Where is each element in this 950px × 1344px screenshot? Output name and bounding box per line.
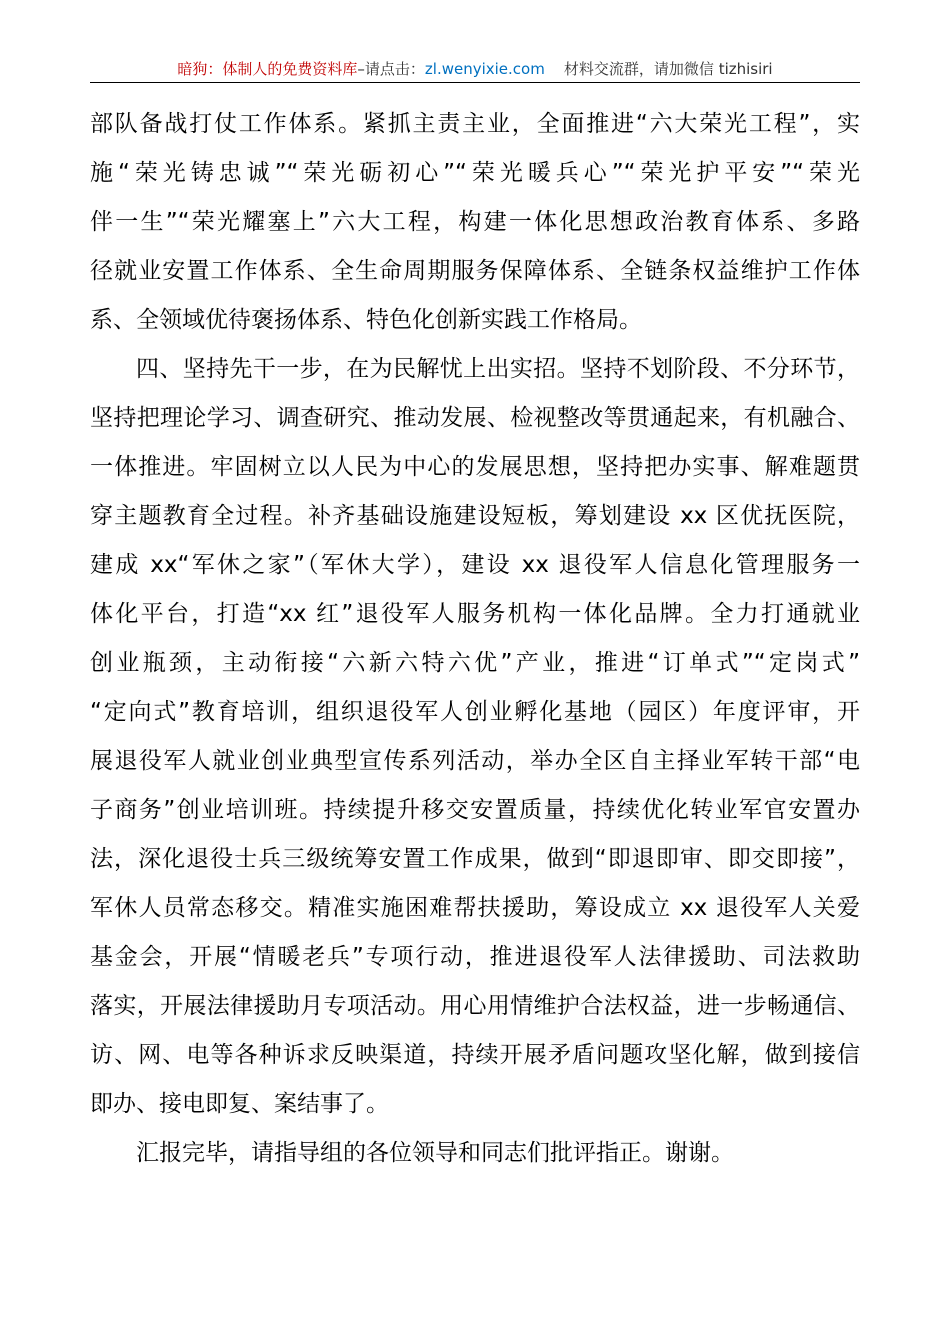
body-line: 子商务”创业培训班。持续提升移交安置质量，持续优化转业军官安置办: [90, 797, 860, 823]
page-header: [90, 58, 860, 84]
header-contact: 材料交流群，请加微信 tizhisiri: [563, 60, 773, 78]
body-line: 基金会，开展“情暖老兵”专项行动，推进退役军人法律援助、司法救助: [90, 944, 860, 970]
header-divider: [90, 82, 860, 83]
body-line: 建成 xx“军休之家”（军休大学），建设 xx 退役军人信息化管理服务一: [90, 552, 860, 578]
body-line: 施“荣光铸忠诚”“荣光砺初心”“荣光暖兵心”“荣光护平安”“荣光: [90, 160, 860, 186]
body-line: 坚持把理论学习、调查研究、推动发展、检视整改等贯通起来，有机融合、: [90, 405, 860, 431]
body-line: 系、全领域优待褒扬体系、特色化创新实践工作格局。: [90, 307, 642, 333]
body-line: 穿主题教育全过程。补齐基础设施建设短板，筹划建设 xx 区优抚医院，: [90, 503, 860, 529]
body-line: 军休人员常态移交。精准实施困难帮扶援助，筹设成立 xx 退役军人关爱: [90, 895, 860, 921]
body-line: 落实，开展法律援助月专项活动。用心用情维护合法权益，进一步畅通信、: [90, 993, 860, 1019]
body-line: 径就业安置工作体系、全生命周期服务保障体系、全链条权益维护工作体: [90, 258, 860, 284]
body-line: 四、坚持先干一步，在为民解忧上出实招。坚持不划阶段、不分环节，: [136, 356, 860, 382]
closing-line: 汇报完毕，请指导组的各位领导和同志们批评指正。谢谢。: [136, 1140, 734, 1166]
body-line: 访、网、电等各种诉求反映渠道，持续开展矛盾问题攻坚化解，做到接信: [90, 1042, 860, 1068]
body-line: 一体推进。牢固树立以人民为中心的发展思想，坚持把办实事、解难题贯: [90, 454, 860, 480]
body-line: 展退役军人就业创业典型宣传系列活动，举办全区自主择业军转干部“电: [90, 748, 860, 774]
body-line: 即办、接电即复、案结事了。: [90, 1091, 389, 1117]
body-line: “定向式”教育培训，组织退役军人创业孵化基地（园区）年度评审，开: [90, 699, 860, 725]
header-brand: 暗狗：体制人的免费资料库: [177, 60, 358, 78]
document-body: [90, 100, 860, 1178]
body-line: 创业瓶颈，主动衔接“六新六特六优”产业，推进“订单式”“定岗式”: [90, 650, 860, 676]
header-link[interactable]: zl.wenyixie.com: [424, 60, 545, 78]
body-line: 伴一生”“荣光耀塞上”六大工程，构建一体化思想政治教育体系、多路: [90, 209, 860, 235]
header-prompt: –请点击：: [357, 60, 425, 78]
body-line: 体化平台，打造“xx 红”退役军人服务机构一体化品牌。全力打通就业: [90, 601, 860, 627]
body-line: 法，深化退役士兵三级统筹安置工作成果，做到“即退即审、即交即接”，: [90, 846, 860, 872]
body-line: 部队备战打仗工作体系。紧抓主责主业，全面推进“六大荣光工程”，实: [90, 111, 860, 137]
